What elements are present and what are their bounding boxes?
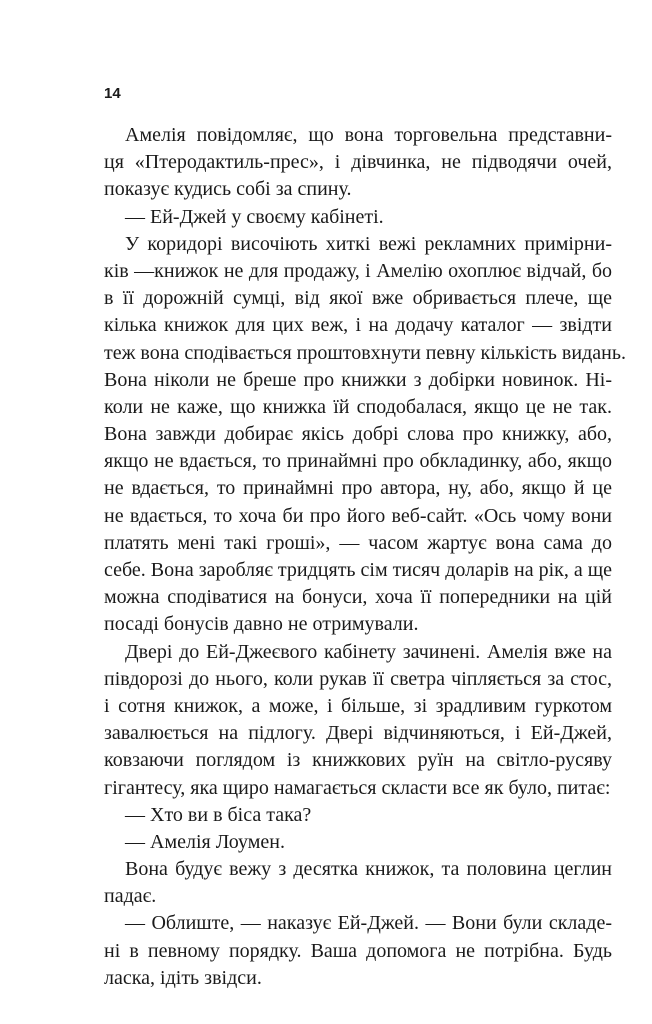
text-line: У коридорі височіють хиткі вежі рекламних примірни- (125, 232, 612, 255)
paragraph (104, 122, 612, 204)
text-line: не вдається, то принаймні про автора, ну, або, якщо й це (104, 477, 612, 500)
paragraph (104, 829, 612, 856)
body-text (104, 122, 626, 992)
text-line: якщо не вдається, то принаймні про обкладинку, або, якщо (104, 450, 612, 473)
paragraph (104, 204, 612, 231)
text-line: не вдається, то хоча би про його веб-сайт. «Ось чому вони (104, 504, 612, 527)
text-line: платять мені такі гроші», — часом жартує вона сама до (104, 531, 612, 554)
text-line: теж вона сподівається проштовхнути певну кількість видань. (104, 341, 626, 364)
text-line: Амелія повідомляє, що вона торговельна представни- (125, 124, 612, 146)
text-line: себе. Вона заробляє тридцять сім тисяч доларів на рік, а ще (104, 559, 612, 581)
text-line: Вона будує вежу з десятка книжок, та половина цеглин (125, 858, 612, 881)
paragraph (104, 856, 612, 910)
text-line: ласка, ідіть звідси. (104, 966, 262, 989)
text-line: — Ей-Джей у своєму кабінеті. (125, 205, 384, 228)
text-line: показує кудись собі за спину. (104, 178, 352, 201)
paragraph (104, 910, 612, 992)
text-line: посаді бонусів давно не отримували. (104, 613, 419, 636)
text-line: Двері до Ей-Джеєвого кабінету зачинені. Амелія вже на (125, 640, 612, 663)
text-line: — Амелія Лоумен. (125, 830, 285, 853)
text-line: в її дорожній сумці, від якої вже обривається плече, ще (104, 287, 612, 310)
text-line: коли не каже, що книжка їй сподобалася, якщо це не так. (104, 395, 612, 418)
text-line: ні в певному порядку. Ваша допомога не потрібна. Будь (104, 939, 612, 962)
text-line: ковзаючи поглядом із книжкових руїн на світло-русяву (104, 749, 612, 772)
text-line: Вона ніколи не бреше про книжки з добірки новинок. Ні- (104, 368, 612, 391)
text-line: і сотня книжок, а може, і більше, зі зрадливим гуркотом (104, 694, 612, 717)
text-line: — Хто ви в біса така? (125, 803, 312, 826)
paragraph (104, 231, 626, 639)
text-line: можна сподіватися на бонуси, хоча її попередники на цій (104, 586, 612, 609)
paragraph (104, 802, 612, 829)
paragraph (104, 639, 612, 802)
text-line: півдорозі до нього, коли рукав її светра чіпляється за стос, (104, 667, 612, 690)
text-line: ків —книжок не для продажу, і Амелію охоплює відчай, бо (104, 259, 612, 282)
text-line: кілька книжок для цих веж, і на додачу каталог — звідти (104, 314, 612, 337)
text-line: Вона завжди добирає якісь добрі слова про книжку, або, (104, 423, 612, 446)
page-number: 14 (104, 85, 121, 102)
text-line: падає. (104, 885, 157, 908)
text-line: ця «Птеродактиль-прес», і дівчинка, не підводячи очей, (104, 151, 612, 174)
text-line: — Облиште, — наказує Ей-Джей. — Вони були складе- (125, 912, 612, 935)
text-line: гігантесу, яка щиро намагається скласти все як було, питає: (104, 776, 611, 799)
text-line: завалюється на підлогу. Двері відчиняються, і Ей-Джей, (104, 722, 612, 745)
